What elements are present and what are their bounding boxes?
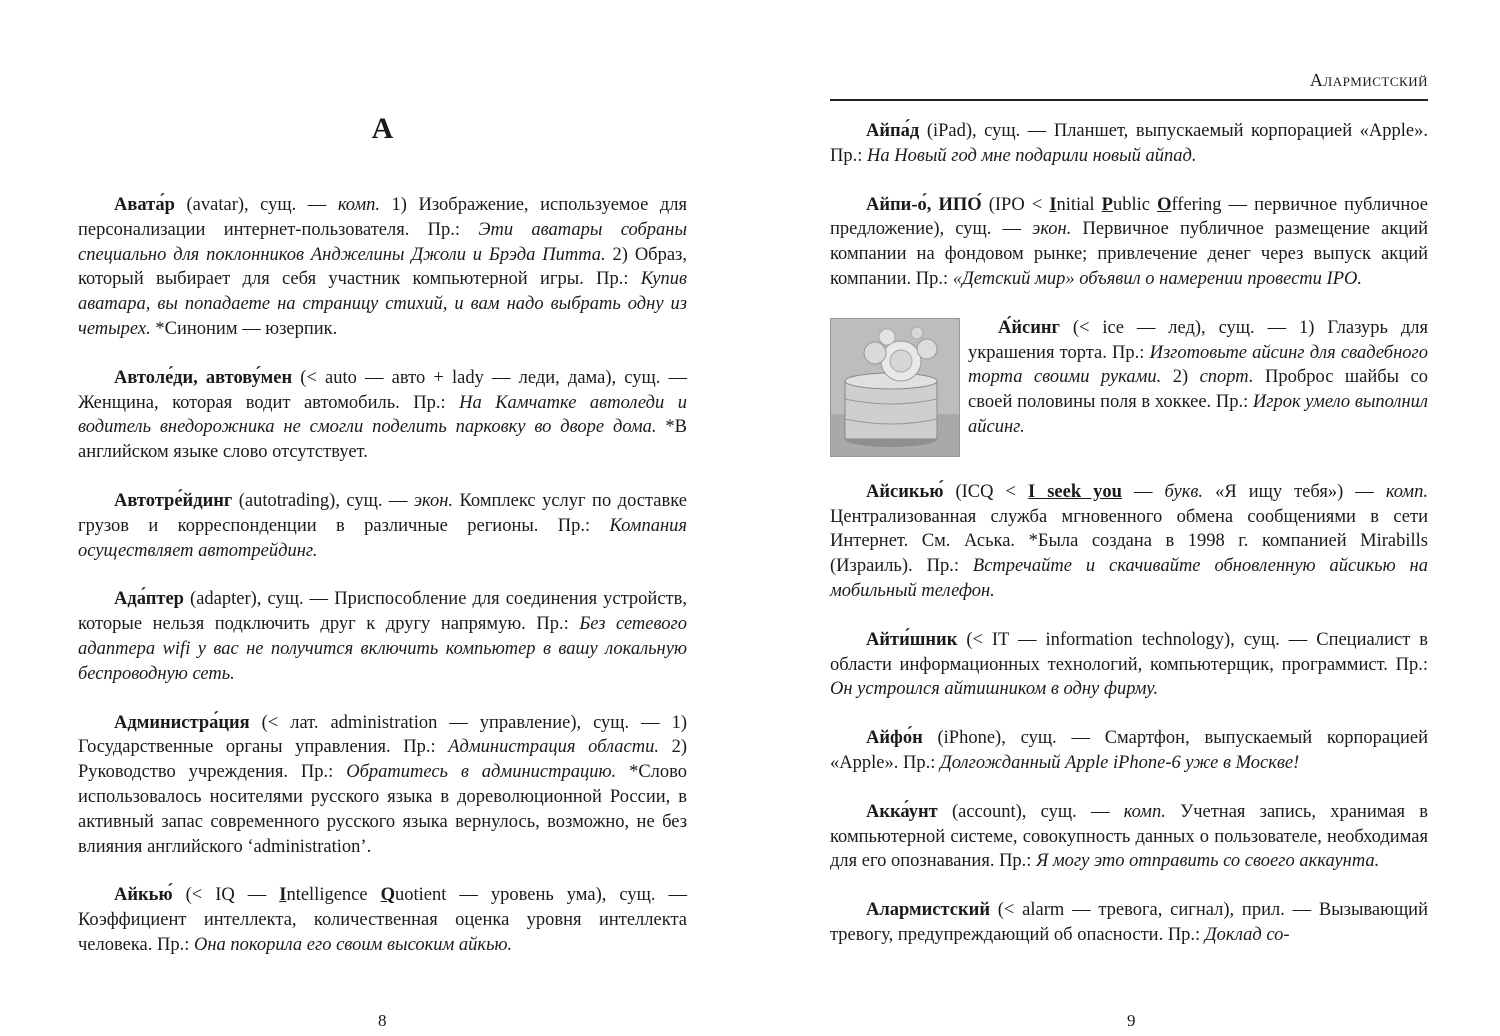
usage-example: Купив аватара, вы попадаете на страницу стихий, и вам надо выбрать одну из четырех.: [78, 269, 687, 339]
domain-label: букв.: [1164, 481, 1204, 502]
domain-label: комп.: [337, 195, 381, 215]
headword: Алармистский: [866, 900, 990, 921]
domain-label: комп.: [1123, 801, 1166, 822]
usage-example: Я могу это отправить со своего аккаунта.: [1036, 851, 1380, 872]
usage-example: Администрация области.: [448, 737, 659, 758]
abbreviation-expansion: Intelligence Quotient: [279, 885, 447, 906]
definition-text: (< auto — авто + lady — леди, дама), сущ. — Женщина, которая водит автомобиль. Пр.:: [78, 367, 688, 413]
dictionary-entry: [830, 898, 1428, 948]
definition-text: (autotrading), сущ. —: [232, 490, 414, 511]
definition-text: Централизованная служба мгновенного обмена сообщениями в сети Интернет. См. Аська. *Была создана в 1998 г. компанией Mirabills (Израиль). Пр.:: [830, 506, 1428, 577]
right-column: [830, 119, 1428, 972]
definition-text: — уровень ума), сущ. — Коэффициент интеллекта, количественная оценка уровня интеллекта человека. Пр.:: [78, 885, 687, 955]
right-page: [750, 0, 1500, 1036]
section-letter: А: [371, 112, 394, 145]
definition-text: Комплекс услуг по доставке грузов и корреспонденции в различные регионы. Пр.:: [78, 490, 687, 536]
headword: Администра́ция: [114, 712, 250, 733]
running-header: Алармистский: [1309, 70, 1428, 90]
headword: Айсикью́: [866, 481, 944, 502]
headword: Автотре́йдинг: [114, 490, 233, 511]
dictionary-entry: [968, 316, 1428, 440]
dictionary-entry: [830, 800, 1428, 874]
headword: Акка́унт: [866, 801, 938, 822]
usage-example: Эти аватары собраны специально для поклонников Анджелины Джоли и Брэда Питта.: [78, 219, 687, 265]
domain-label: экон.: [1032, 219, 1072, 240]
definition-text: *Синоним — юзерпик.: [150, 318, 338, 339]
definition-text: (avatar), сущ. —: [174, 195, 338, 215]
headword: Авата́р: [114, 195, 175, 215]
headword: Ада́птер: [114, 589, 184, 610]
usage-example: На Камчатке автоледи и водитель внедорожника не смогли поделить парковку во дворе дома.: [78, 392, 687, 438]
dictionary-entry: [830, 628, 1428, 702]
definition-text: (iPhone), сущ. — Смартфон, выпускаемый корпорацией «Apple». Пр.:: [830, 728, 1428, 773]
definition-text: (< лат. administration — управление), сущ. — 1) Государственные органы управления. Пр.:: [78, 712, 687, 758]
dictionary-entry: [78, 366, 687, 465]
usage-example: Она покорила его своим высоким айкью.: [194, 934, 513, 955]
definition-text: 2): [1161, 367, 1200, 388]
usage-example: Компания осуществляет автотрейдинг.: [78, 515, 687, 561]
definition-text: (account), сущ. —: [937, 801, 1124, 822]
dictionary-entry: [78, 711, 687, 860]
definition-text: Первичное публичное размещение акций компании на фондовом рынке; привлечение денег через выпуск акций компании. Пр.:: [830, 219, 1429, 289]
usage-example: Он устроился айтишником в одну фирму.: [830, 679, 1159, 700]
definition-text: — первичное публичное предложение), сущ. —: [830, 194, 1429, 240]
headword: А́йсинг: [998, 317, 1060, 338]
usage-example: Встречайте и скачивайте обновленную айсикью на мобильный телефон.: [830, 556, 1428, 601]
headword: Айкью́: [114, 885, 173, 906]
header-rule: [830, 99, 1428, 101]
dictionary-entry: [78, 193, 687, 342]
dictionary-entry: [830, 193, 1428, 292]
usage-example: Обратитесь в администрацию.: [346, 762, 617, 783]
definition-text: (< IQ —: [172, 885, 280, 906]
definition-text: *Слово использовалось носителями русского языка в дореволюционной России, в активный запас современного русского языка вернулось, возможно, не без влияния английского ‘administration’.: [78, 762, 688, 857]
definition-text: —: [1121, 481, 1165, 502]
usage-example: «Детский мир» объявил о намерении провести IPO.: [952, 268, 1362, 289]
page-number: 8: [378, 1011, 387, 1030]
definition-text: 2) Образ, который выбирает для себя участник компьютерной игры. Пр.:: [78, 244, 687, 290]
headword: Айти́шник: [866, 629, 958, 650]
icing-cake-photo: [830, 318, 960, 457]
usage-example: Игрок умело выполнил айсинг.: [968, 392, 1428, 437]
dictionary-entry: [78, 883, 687, 957]
domain-label: комп.: [1385, 481, 1428, 502]
page-number: 9: [1127, 1011, 1136, 1030]
definition-text: *В английском языке слово отсутствует.: [78, 417, 687, 463]
usage-example: Долгожданный Apple iPhone-6 уже в Москве!: [939, 752, 1300, 773]
dictionary-entry: [78, 587, 687, 686]
definition-text: (iPad), сущ. — Планшет, выпускаемый корпорацией «Apple». Пр.:: [830, 121, 1428, 166]
definition-text: Проброс шайбы со своей половины поля в хоккее. Пр.:: [968, 367, 1428, 413]
dictionary-entry: [830, 119, 1428, 169]
definition-text: «Я ищу тебя») —: [1203, 481, 1386, 502]
definition-text: Учетная запись, хранимая в компьютерной системе, совокупность данных о пользователе, необходимая для его опознавания. Пр.:: [830, 801, 1428, 872]
domain-label: экон.: [413, 490, 454, 511]
headword: Автоле́ди, автову́мен: [114, 367, 293, 388]
domain-label: спорт.: [1199, 367, 1254, 388]
abbreviation-expansion: Initial Public Offering: [1049, 194, 1222, 215]
definition-text: (< ice — лед), сущ. — 1) Глазурь для украшения торта. Пр.:: [968, 317, 1428, 363]
dictionary-entry: [830, 726, 1428, 776]
definition-text: 1) Изображение, используемое для персонализации интернет-пользователя. Пр.:: [78, 195, 687, 240]
usage-example: Доклад со-: [1204, 924, 1290, 945]
illustrated-entry: [830, 316, 1428, 456]
usage-example: На Новый год мне подарили новый айпад.: [867, 145, 1197, 166]
definition-text: (adapter), сущ. — Приспособление для соединения устройств, которые нельзя подключить друг к другу напрямую. Пр.:: [78, 589, 687, 635]
abbreviation-expansion: I seek you: [1027, 481, 1122, 502]
dictionary-entry: [78, 489, 687, 563]
dictionary-entry: [830, 480, 1428, 604]
headword: Айпи-о́, ИПО́: [866, 194, 982, 215]
definition-text: (IPO <: [981, 194, 1050, 215]
left-column: [78, 193, 687, 982]
usage-example: Изготовьте айсинг для свадебного торта своими руками.: [968, 342, 1428, 388]
definition-text: (ICQ <: [943, 481, 1028, 502]
headword: Айфо́н: [866, 728, 923, 749]
definition-text: 2) Руководство учреждения. Пр.:: [78, 737, 687, 783]
headword: Айпа́д: [866, 121, 920, 141]
definition-text: (< IT — information technology), сущ. — Специалист в области информационных технологий, компьютерщик, программист. Пр.:: [830, 629, 1428, 675]
definition-text: (< alarm — тревога, сигнал), прил. — Вызывающий тревогу, предупреждающий об опасности. Пр.:: [830, 900, 1428, 945]
usage-example: Без сетевого адаптера wifi у вас не получится включить компьютер в вашу локальную беспроводную сеть.: [78, 614, 687, 684]
